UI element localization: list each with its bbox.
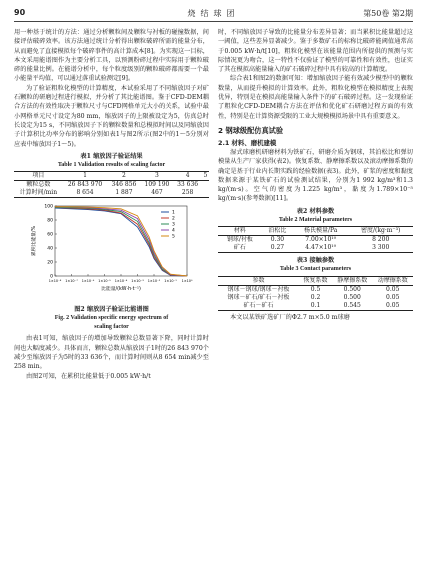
table-2-cell: 0.27 xyxy=(270,244,285,252)
x-tick-label: 1×10⁻⁸ xyxy=(48,279,61,284)
paragraph: 由表1可知，缩放因子的增加导致颗粒总数显著下降，同时计算时间也大幅度减少。具体而言，颗粒总数从缩放因子1时的26 843 970个减少至缩放因子为5时的33 636个，而计算时间则从8 654 min减少至258 min。 xyxy=(14,335,209,371)
y-tick-label: 0 xyxy=(49,274,53,280)
x-tick-label: 1×10⁻³ xyxy=(130,279,144,284)
x-tick-label: 1×10⁻⁵ xyxy=(97,279,111,284)
table-2-header-cell: 材料 xyxy=(218,227,262,236)
table-2-header-cell: 泊松比 xyxy=(262,227,293,236)
table-2-cell: 8 200 xyxy=(372,236,390,244)
table-3 xyxy=(218,276,413,311)
table-1-cell: 计算时间/min xyxy=(19,189,58,197)
table-3-cell: 矿石－矿石 xyxy=(243,301,274,309)
table-3-header-cell: 参数 xyxy=(218,276,299,285)
table-2-header-cell: 杨氏模量/Pa xyxy=(293,227,348,236)
table-1-cell: 8 654 xyxy=(76,189,94,197)
table-3-cell: 0.500 xyxy=(343,285,361,293)
journal-title: 烧结球团 xyxy=(187,9,240,18)
legend-label: 5 xyxy=(171,234,175,240)
table-3-row xyxy=(218,294,413,302)
table-3-header-cell: 恢复系数 xyxy=(299,276,332,285)
figure-2-caption-en: Fig. 2 Validation specific energy spectrum of xyxy=(54,315,169,322)
page-header xyxy=(14,8,413,22)
table-1-cell: 33 636 xyxy=(177,181,199,189)
header-rule xyxy=(14,21,413,22)
left-column xyxy=(14,28,209,381)
table-1-header-cell: 5 xyxy=(203,172,208,180)
subsection-heading: 2.1 材料、磨机建模 xyxy=(218,138,277,147)
table-3-cell: 0.5 xyxy=(310,285,321,293)
table-1-header-cell: 3 xyxy=(140,172,173,181)
paragraph: 本文以某铁矿选矿厂的Φ2.7 m×5.0 m球磨 xyxy=(230,313,350,321)
table-1-cell: 109 190 xyxy=(144,181,170,189)
series-line-4 xyxy=(55,207,187,276)
table-3-cell: 0.545 xyxy=(343,301,361,309)
table-3-row xyxy=(218,302,413,311)
y-tick-label: 80 xyxy=(46,218,53,224)
x-tick-label: 1×10⁻¹ xyxy=(163,279,177,284)
x-tick-label: 1×10⁻² xyxy=(147,279,160,284)
table-2-row xyxy=(218,236,413,245)
paragraph: 由图2可知，在累积比能量低于0.005 kW·h/t xyxy=(26,372,151,380)
table-1-caption: 表1 缩放因子验证结果 xyxy=(80,152,143,160)
section-heading: 2 钢球级配仿真试验 xyxy=(218,125,284,135)
table-3-cell: 钢球－矿石/矿石－衬板 xyxy=(227,293,290,301)
table-3-cell: 0.2 xyxy=(310,293,321,301)
table-1-cell xyxy=(202,189,209,198)
legend-label: 4 xyxy=(171,228,175,234)
figure-2-chart xyxy=(27,200,197,302)
table-1-cell: 258 xyxy=(181,189,194,197)
plot-frame xyxy=(55,206,187,276)
table-1 xyxy=(14,171,209,198)
table-1-cell: 467 xyxy=(151,189,163,197)
legend-label: 3 xyxy=(171,222,175,228)
volume-issue: 第50卷 第2期 xyxy=(363,9,413,18)
table-1-cell: 1 887 xyxy=(115,189,133,197)
table-3-cell: 0.500 xyxy=(343,293,361,301)
table-1-header-cell: 1 xyxy=(63,172,108,181)
table-1-cell: 26 843 970 xyxy=(67,181,103,189)
table-2-cell: 矿石 xyxy=(233,244,246,252)
table-3-header-cell: 静摩擦系数 xyxy=(332,276,373,285)
table-3-row xyxy=(218,285,413,294)
paragraph: 为了验证粗粒化模型的计算精度，本试验采用了不同缩放因子对矿石颗粒的研磨过程进行模拟，并分析了其比能谱图。鉴于CFD-DEM耦合方法的有效性取决于颗粒尺寸与CFD网格单元大小的关系，试验中最小网格单元尺寸设定为80 mm，缩放因子的上限被设定为5，仿真总时长设定为15 s，不同缩放因子下的颗粒数量和总模拟时间以及同缩放因子计算积比功率分布的影响分别如表1与图2所示(图2中的1～5分别对应表中缩放因子1～5)。 xyxy=(14,84,209,148)
legend-label: 1 xyxy=(171,210,175,216)
table-3-caption-en: Table 3 Contact parameters xyxy=(279,266,352,273)
table-2-header-cell: 密度/(kg·m⁻³) xyxy=(348,227,413,236)
table-1-cell xyxy=(202,181,209,190)
paragraph: 综合表1和图2的数据可知：增加缩放因子能有效减少模型中的颗粒数量，从而提升模拟的计算效率。此外，粗粒化模型在模拟精度上表现优异，特别是在模拟高能量输入条件下的矿石破碎过程。这一发现验证了粗粒化CFD-DEM耦合方法在评估和优化矿石研磨过程方面的有效性，特别是在计算资源受限的工业大规模模拟场景中具有重要意义。 xyxy=(218,75,413,120)
figure-2-caption-en-2: scaling factor xyxy=(94,323,129,330)
table-2 xyxy=(218,226,413,253)
y-tick-label: 40 xyxy=(46,246,53,252)
x-tick-label: 1×10⁰ xyxy=(181,279,192,284)
y-tick-label: 60 xyxy=(46,232,53,238)
table-2-row xyxy=(218,244,413,253)
x-axis-label: 比能量/(kW·h·t⁻¹) xyxy=(100,287,141,293)
y-axis-label: 累积比能量/% xyxy=(31,226,37,257)
series-line-5 xyxy=(55,207,187,276)
y-tick-label: 100 xyxy=(43,204,53,210)
table-3-header-cell: 动摩擦系数 xyxy=(372,276,413,285)
figure-2-caption: 图2 缩放因子验证比能谱图 xyxy=(74,306,149,314)
table-2-cell: 3 300 xyxy=(372,244,390,252)
table-2-cell: 4.47×10¹⁰ xyxy=(305,244,337,252)
table-3-cell: 钢球－钢球/钢球－衬板 xyxy=(227,285,290,293)
table-3-cell: 0.05 xyxy=(386,301,400,309)
table-1-caption-en: Table 1 Validation results of scaling factor xyxy=(57,161,166,168)
x-tick-label: 1×10⁻⁴ xyxy=(114,279,127,284)
x-tick-label: 1×10⁻⁷ xyxy=(64,279,78,284)
table-1-cell: 346 856 xyxy=(111,181,137,189)
paragraph: 时，不同缩放因子导致的比能量分布差异显著；而当累积比能量超过这一阈值，这些差异显著减少。鉴于多数矿石的标称比破碎能阈值通常高于0.005 kW·h/t[10]，粗粒化模型在该能量范围内所提供的预测与实际情况更为吻合，这一特性不仅验证了模型的可靠性和有效性，也证实了其在模拟高能量输入的矿石破碎过程中具有较高的计算精度。 xyxy=(218,29,413,74)
table-1-header-cell: 2 xyxy=(107,172,140,181)
table-2-cell: 7.00×10¹⁰ xyxy=(305,236,337,244)
table-1-header-cell: 4 xyxy=(173,172,201,181)
paragraph: 湿式球磨机研磨材料为铁矿石，研磨介质为钢球，其泊松比和弹切模量从生产厂家获得(表2)。恢复系数、静摩擦系数以及滚动摩擦系数的确定是基于行业内长期实践的经验数据(表3)。此外，矿浆的密度和黏度数据来源于某铁矿石的试验测试结果，分别为1 992 kg/m³和1.3 kg/(m·s)。空气的密度为1.225 kg/m³，黏度为1.789×10⁻⁵ kg/(m·s)(参考数据)[11]。 xyxy=(218,148,413,203)
legend-label: 2 xyxy=(171,216,175,222)
table-2-cell: 钢球/衬板 xyxy=(226,236,253,244)
table-3-cell: 0.05 xyxy=(386,293,400,301)
table-1-row xyxy=(14,189,209,198)
paragraph: 用一种基于统计的方法：通过分析颗粒间及颗粒与衬板的碰撞数据，间接评估破碎效率。该方法通过统计分析得出颗粒破碎所需的能量分布，从而避免了直接模拟每个破碎事件的高计算成本[8]。为实现这一目标，本文采用能谱图作为主要分析工具，以预测粉碎过程中实际用于颗粒破碎的能量比例。在能谱分析中，每个粒度级别的颗粒破碎都需要一个最小能量平均值，可以通过落重试验测定[9]。 xyxy=(14,29,209,83)
table-1-header-cell: 项目 xyxy=(14,172,63,181)
x-tick-label: 1×10⁻⁶ xyxy=(81,279,94,284)
page-number: 90 xyxy=(14,8,26,17)
y-tick-label: 20 xyxy=(46,260,53,266)
table-2-caption-en: Table 2 Material parameters xyxy=(278,216,353,223)
table-3-cell: 0.05 xyxy=(386,285,400,293)
table-2-cell: 0.30 xyxy=(270,236,285,244)
table-1-cell: 颗粒总数 xyxy=(26,181,51,189)
table-3-caption: 表3 接触参数 xyxy=(296,257,335,265)
table-3-cell: 0.1 xyxy=(310,301,321,309)
table-2-caption: 表2 材料参数 xyxy=(296,207,335,215)
right-column xyxy=(218,28,413,322)
